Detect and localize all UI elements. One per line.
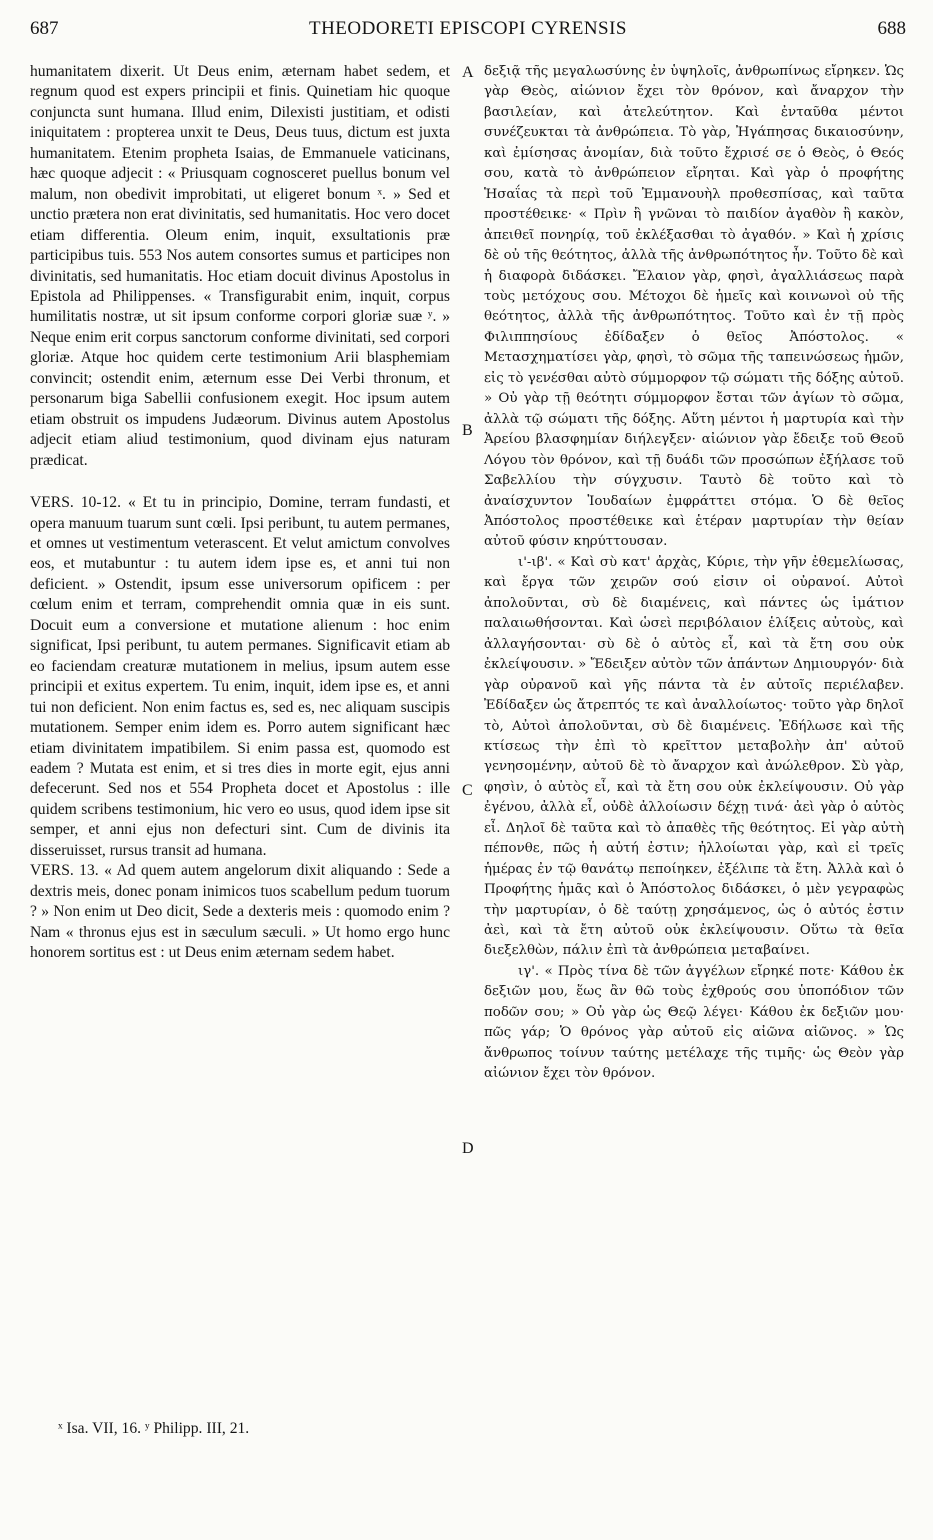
page-number-left: 687 (30, 18, 59, 39)
page-number-right: 688 (877, 18, 906, 39)
section-marker-d: D (462, 1140, 474, 1157)
greek-paragraph: δεξιᾷ τῆς μεγαλωσύνης ἐν ὑψηλοῖς, ἀνθρωπίνως εἴρηκεν. Ὡς γὰρ Θεὸς, αἰώνιον ἔχει τὸν θρόνον, καὶ ἄναρχον τὴν βασιλείαν, καὶ ἀτελεύτητον. Καὶ ἐνταῦθα μέντοι συνέζευκται τὰ ἀνθρώπεια. Τὸ γὰρ, Ἠγάπησας δικαιοσύνην, καὶ ἐμίσησας ἀνομίαν, διὰ τοῦτο ἔχρισέ σε ὁ Θεὸς, ὁ Θεός σου, κατὰ τὸ ἀνθρώπειον εἴρηται. Καὶ γὰρ ὁ προφήτης Ἡσαΐας τὰ περὶ τοῦ Ἐμμανουὴλ προθεσπίσας, καὶ ταῦτα προστέθεικε· « Πρὶν ἢ γνῶναι τὸ παιδίον ἀγαθὸν ἢ κακὸν, ἀπειθεῖ πονηρίᾳ, τοῦ ἐκλέξασθαι τὸ ἀγαθόν. » Καὶ ἡ χρίσις δὲ οὐ τῆς θεότητος, ἀλλὰ τῆς ἀνθρωπότητος ἦν. Τοῦτο δὲ καὶ ἡ διαφορὰ διδάσκει. Ἔλαιον γὰρ, φησὶ, ἀγαλλιάσεως παρὰ τοὺς μετόχους σου. Μέτοχοι δὲ ἡμεῖς καὶ κοινωνοὶ οὐ τῆς θεότητος, ἀλλὰ τῆς ἀνθρωπότητος. Τοῦτο καὶ ἐν τῇ πρὸς Φιλιππησίους ἐδίδαξεν ὁ θεῖος Ἀπόστολος. « Μετασχηματίσει γὰρ, φησὶ, τὸ σῶμα τῆς ταπεινώσεως ἡμῶν, εἰς τὸ γενέσθαι αὐτὸ σύμμορφον τῷ σώματι τῆς δόξης αὐτοῦ. » Οὐ γὰρ τῇ θεότητι σύμμορφον ἔσται τῶν ἁγίων τὸ σῶμα, ἀλλὰ τῷ σώματι τῆς δόξης. Αὕτη μέντοι ἡ μαρτυρία καὶ τὴν Ἀρείου βλασφημίαν διήλεγξεν· αἰώνιον γὰρ ἔδειξε τοῦ Θεοῦ Λόγου τὸν θρόνον, καὶ τῇ δυάδι τῶν προσώπων ἐξήλασε τοῦ Σαβελλίου τὴν σύγχυσιν. Ταυτὸ δὲ τοῦτο καὶ τὸ ἀναίσχυντον Ἰουδαίων ἐμφράττει στόμα. Ὁ δὲ θεῖος Ἀπόστολος προστέθεικε καὶ ἑτέραν μαρτυρίαν τὴν θείαν αὐτοῦ φύσιν κηρύττουσαν. (484, 64, 904, 550)
latin-column (30, 62, 450, 963)
greek-paragraph: ι'-ιβ'. « Καὶ σὺ κατ' ἀρχὰς, Κύριε, τὴν γῆν ἐθεμελίωσας, καὶ ἔργα τῶν χειρῶν σού εἰσιν οἱ οὐρανοί. Αὐτοὶ ἀπολοῦνται, σὺ δὲ διαμένεις, καὶ πάντες ὡς ἱμάτιον παλαιωθήσονται. Καὶ ὡσεὶ περιβόλαιον ἑλίξεις αὐτοὺς, καὶ ἀλλαγήσονται· σὺ δὲ ὁ αὐτὸς εἶ, καὶ τὰ ἔτη σου οὐκ ἐκλείψουσιν. » Ἔδειξεν αὐτὸν τῶν ἁπάντων Δημιουργόν· διὰ γὰρ οὐρανοῦ καὶ γῆς πάντα τὰ ἐν αὐτοῖς περιέλαβεν. Ἐδίδαξεν ὡς ἄτρεπτός τε καὶ ἀναλλοίωτος· τοῦτο γὰρ δηλοῖ τὸ, Αὐτοὶ ἀπολοῦνται, σὺ δὲ διαμένεις. Ἐδήλωσε καὶ τῆς κτίσεως τὴν ἐπὶ τὸ κρεῖττον μεταβολὴν ἀπ' αὐτοῦ γενησομένην, αὐτοῦ δὲ τὸ ἄναρχον καὶ ἀνώλεθρον. Σὺ γὰρ, φησὶν, ὁ αὐτὸς εἶ, καὶ τὰ ἔτη σου οὐκ ἐκλείψουσιν. Οὐ γὰρ ἐγένου, ἀλλὰ εἶ, οὐδὲ ἀλλοίωσιν δέχῃ τινά· ἀεὶ γὰρ ὁ αὐτὸς εἶ. Δηλοῖ δὲ ταῦτα καὶ τὸ ἀπαθὲς τῆς θεότητος. Εἰ γὰρ αὐτὴ πέπονθε, πῶς ἡ αὐτή ἐστιν; ἠλλοίωται γὰρ, καὶ εἰ τρεῖς ἡμέρας ἐν τῷ θανάτῳ πεποίηκεν, ἐξέλιπε τὰ ἔτη. Ἀλλὰ καὶ ὁ Προφήτης ἡμᾶς καὶ ὁ Ἀπόστολος διδάσκει, ὁ μὲν γεγραφὼς τὴν μαρτυρίαν, ὁ δὲ ταύτῃ χρησάμενος, ὡς ὁ αὐτός ἐστιν ἀεὶ, καὶ τὰ ἔτη αὐτοῦ οὐκ ἐκλείψουσιν. Οὕτω τὰ θεῖα διεξελθὼν, πάλιν ἐπὶ τὰ ἀνθρώπεια μεταβαίνει. (484, 554, 904, 959)
latin-paragraph: VERS. 10-12. « Et tu in principio, Domine, terram fundasti, et opera manuum tuarum sunt cœli. Ipsi peribunt, tu autem permanes, et omnes ut vestimentum veterascent. Et velut amictum convolves eos, et mutabuntur : tu autem idem ipse es, et anni tui non deficient. » Ostendit, ipsum esse universorum opificem : per cœlum enim et terram, comprehendit omnia quæ in eis sunt. Docuit eum a conversione et mutatione alienum : hoc enim significat, Ipsi peribunt, tu autem permanes. Significavit etiam ab eo faciendam creaturæ mutationem in melius, ipsum autem esse principii et exitus expertem. Tu enim, inquit, idem ipse es, et anni tui non deficient. Non enim factus es, sed es, nec aliquam suscipis mutationem. Semper enim idem es. Porro autem significant hæc etiam divinitatem impatibilem. Si enim passa est, quomodo est eadem ? Mutata est enim, et si tres dies in morte egit, ejus anni defecerunt. Sed nos et 554 Propheta docet et Apostolus : ille quidem scribens testimonium, hic vero eo usus, quod idem ipse sit semper, et anni ejus non defecturi sint. Cum de divinis ita disseruisset, rursus transit ad humana. (30, 494, 450, 859)
running-title: THEODORETI EPISCOPI CYRENSIS (308, 18, 628, 39)
section-marker-a: A (462, 64, 474, 81)
greek-column (484, 62, 904, 1085)
section-marker-c: C (462, 782, 473, 799)
footnote: ˣ Isa. VII, 16. ʸ Philipp. III, 21. (58, 1420, 250, 1437)
section-marker-b: B (462, 422, 473, 439)
latin-paragraph: humanitatem dixerit. Ut Deus enim, æternam habet sedem, et regnum quod est expers principii et finis. Quinetiam hic quoque conjuncta sunt humana. Illud enim, Dilexisti justitiam, et odisti iniquitatem : propterea unxit te Deus, Deus tuus, dictum est juxta humanitatem. Etenim propheta Isaias, de Emmanuele vaticinans, hæc quoque adjecit : « Priusquam cognosceret puellus bonum vel malum, non obedivit improbitati, ut eligeret bonum ˣ. » Sed et unctio prætera non erat divinitatis, sed humanitatis. Hoc vero docet etiam differentia. Oleum enim, inquit, exsultationis præ participibus tuis. 553 Nos autem consortes sumus et participes non divinitatis, sed humanitatis. Hoc etiam docuit divinus Apostolus in Epistola ad Philippenses. « Transfigurabit enim, inquit, corpus humilitatis nostræ, ut sit ipsum conforme corpori gloriæ suæ ʸ. » Neque enim erit corpus sanctorum conforme divinitati, sed corpori gloriæ. Atque hoc quidem certe testimonium Arii blasphemiam convincit; ostendit enim, æternum esse Dei Verbi thronum, et personarum biga Sabellii confusionem exegit. Hoc ipsum autem etiam obstruit os impudens Judæorum. Divinus autem Apostolus adjecit etiam aliud testimonium, quod divinam ejus naturam prædicat. (30, 63, 450, 469)
greek-paragraph: ιγ'. « Πρὸς τίνα δὲ τῶν ἀγγέλων εἴρηκέ ποτε· Κάθου ἐκ δεξιῶν μου, ἕως ἂν θῶ τοὺς ἐχθρούς σου ὑποπόδιον τῶν ποδῶν σου; » Οὐ γὰρ ὡς Θεῷ λέγει· Κάθου ἐκ δεξιῶν μου· πῶς γάρ; Ὁ θρόνος γὰρ αὐτοῦ εἰς αἰῶνα αἰῶνος. » Ὡς ἄνθρωπος τοίνυν ταύτης μετέλαχε τῆς τιμῆς· ὡς Θεὸν γὰρ αἰώνιον ἔχει τὸν θρόνον. (484, 963, 904, 1082)
latin-paragraph: VERS. 13. « Ad quem autem angelorum dixit aliquando : Sede a dextris meis, donec ponam inimicos tuos scabellum pedum tuorum ? » Non enim ut Deo dicit, Sede a dexteris meis : quomodo enim ? Nam « thronus ejus est in sæculum sæculi. » Ut homo ergo hunc honorem sortitus est : ut Deus enim æternam sedem habet. (30, 862, 450, 962)
page-header (30, 18, 906, 44)
